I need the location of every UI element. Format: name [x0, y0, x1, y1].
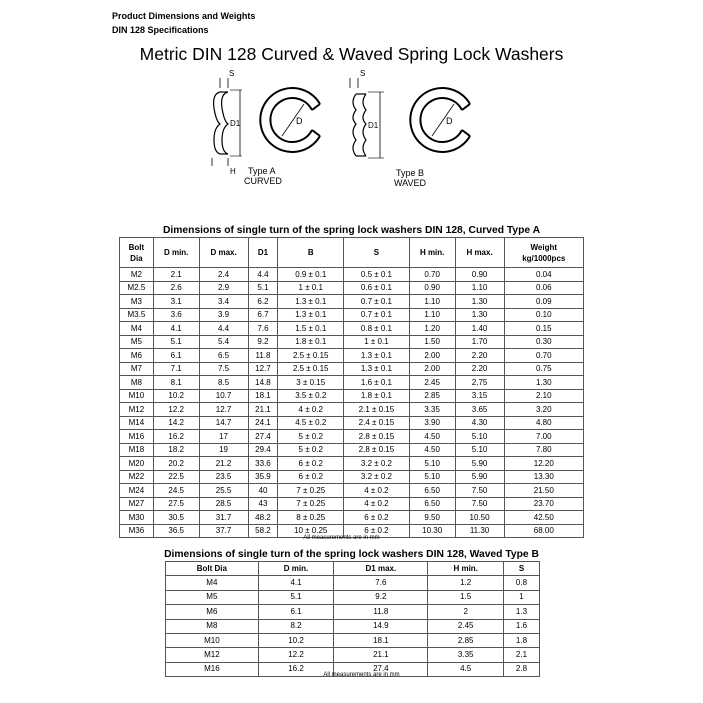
- table-cell: 1.2: [428, 576, 504, 590]
- table-cell: 24.5: [153, 484, 199, 498]
- table-cell: 14.8: [248, 376, 278, 390]
- type-a-side-view: [214, 92, 228, 154]
- table-cell: 5.90: [455, 470, 504, 484]
- column-header: Bolt Dia: [120, 238, 154, 268]
- table-cell: 36.5: [153, 524, 199, 538]
- table-row: [120, 497, 584, 511]
- table-cell: 5 ± 0.2: [278, 443, 344, 457]
- table-cell: 1.30: [504, 376, 583, 390]
- table-cell: 2.85: [409, 389, 455, 403]
- table-row: [120, 403, 584, 417]
- table-cell: 18.1: [248, 389, 278, 403]
- table-cell: 0.90: [455, 268, 504, 282]
- table-row: [120, 443, 584, 457]
- table-cell: 3 ± 0.15: [278, 376, 344, 390]
- table-cell: 4.5: [428, 662, 504, 676]
- table-cell: 1.20: [409, 322, 455, 336]
- table-cell: 6.2: [248, 295, 278, 309]
- column-header: D max.: [199, 238, 248, 268]
- table-cell: 25.5: [199, 484, 248, 498]
- table-cell: 0.10: [504, 308, 583, 322]
- table-cell: 2.20: [455, 362, 504, 376]
- table-cell: 7.00: [504, 430, 583, 444]
- table-cell: 1.10: [409, 308, 455, 322]
- table-cell: 7.6: [334, 576, 428, 590]
- table-cell: 4.50: [409, 430, 455, 444]
- table-cell: 5.10: [409, 457, 455, 471]
- table-cell: 1.3: [503, 605, 539, 619]
- table-row: [166, 605, 540, 619]
- table-cell: 0.04: [504, 268, 583, 282]
- dim-d1-label-a: D1: [230, 119, 241, 128]
- table-cell: 11.8: [248, 349, 278, 363]
- document-header-line1: Product Dimensions and Weights: [112, 11, 256, 21]
- table-row: [166, 648, 540, 662]
- column-header: Bolt Dia: [166, 562, 259, 576]
- column-header: D min.: [153, 238, 199, 268]
- table-cell: 2: [428, 605, 504, 619]
- table-cell: 16.2: [258, 662, 334, 676]
- table-cell: 2.6: [153, 281, 199, 295]
- table-cell: 14.2: [153, 416, 199, 430]
- table-cell: 7.6: [248, 322, 278, 336]
- table-cell: 2.1 ± 0.15: [344, 403, 410, 417]
- table-cell: 2.45: [428, 619, 504, 633]
- table-cell: 2.00: [409, 349, 455, 363]
- table-cell: 0.6 ± 0.1: [344, 281, 410, 295]
- table-cell: 16.2: [153, 430, 199, 444]
- table-cell: 1.30: [455, 308, 504, 322]
- table-cell: 10 ± 0.25: [278, 524, 344, 538]
- table-cell: 68.00: [504, 524, 583, 538]
- table-cell: 5.1: [258, 590, 334, 604]
- table-row: [120, 281, 584, 295]
- table-cell: M8: [120, 376, 154, 390]
- table-cell: 0.7 ± 0.1: [344, 308, 410, 322]
- table-cell: 33.6: [248, 457, 278, 471]
- table-cell: 1.5: [428, 590, 504, 604]
- table-cell: 27.5: [153, 497, 199, 511]
- table-cell: 9.2: [248, 335, 278, 349]
- column-header: H min.: [409, 238, 455, 268]
- table-cell: M5: [120, 335, 154, 349]
- table-cell: 6.50: [409, 497, 455, 511]
- dim-s-label-b: S: [360, 69, 366, 78]
- table-a-caption: Dimensions of single turn of the spring lock washers DIN 128, Curved Type A: [162, 225, 541, 236]
- dim-d-label-b: D: [446, 116, 453, 126]
- table-cell: 13.30: [504, 470, 583, 484]
- table-row: [120, 335, 584, 349]
- column-header: H min.: [428, 562, 504, 576]
- table-cell: 7.5: [199, 362, 248, 376]
- table-cell: 28.5: [199, 497, 248, 511]
- table-b-note: All measurements are in mm: [323, 672, 400, 678]
- table-cell: 3.4: [199, 295, 248, 309]
- table-cell: 0.8: [503, 576, 539, 590]
- table-cell: 1.40: [455, 322, 504, 336]
- table-row: [120, 430, 584, 444]
- table-cell: 4.4: [199, 322, 248, 336]
- table-cell: 11.30: [455, 524, 504, 538]
- table-cell: M5: [166, 590, 259, 604]
- table-cell: 4.80: [504, 416, 583, 430]
- table-cell: 23.5: [199, 470, 248, 484]
- table-cell: M3.5: [120, 308, 154, 322]
- table-cell: 30.5: [153, 511, 199, 525]
- curved-washer-table: [119, 237, 584, 538]
- table-cell: 8.5: [199, 376, 248, 390]
- table-cell: 2.9: [199, 281, 248, 295]
- table-row: [120, 322, 584, 336]
- table-cell: 3.65: [455, 403, 504, 417]
- table-cell: M10: [166, 633, 259, 647]
- table-row: [120, 308, 584, 322]
- table-cell: 7.50: [455, 484, 504, 498]
- table-cell: M3: [120, 295, 154, 309]
- table-cell: 2.8 ± 0.15: [344, 443, 410, 457]
- table-cell: 42.50: [504, 511, 583, 525]
- table-cell: 18.2: [153, 443, 199, 457]
- table-cell: M10: [120, 389, 154, 403]
- table-cell: M18: [120, 443, 154, 457]
- table-cell: 1.6: [503, 619, 539, 633]
- table-cell: 2.1: [153, 268, 199, 282]
- waved-washer-table: [165, 561, 540, 677]
- table-cell: 1.3 ± 0.1: [344, 362, 410, 376]
- table-cell: M6: [120, 349, 154, 363]
- table-cell: 1.10: [409, 295, 455, 309]
- table-cell: 6 ± 0.2: [278, 457, 344, 471]
- table-cell: 9.50: [409, 511, 455, 525]
- table-cell: 9.2: [334, 590, 428, 604]
- type-a-top-view: [260, 88, 320, 152]
- table-cell: 10.2: [153, 389, 199, 403]
- table-cell: 6.1: [258, 605, 334, 619]
- table-cell: 1.3 ± 0.1: [278, 295, 344, 309]
- table-cell: 6.7: [248, 308, 278, 322]
- dim-d-label-a: D: [296, 116, 303, 126]
- table-cell: 4 ± 0.2: [344, 484, 410, 498]
- table-row: [166, 590, 540, 604]
- table-cell: 10.7: [199, 389, 248, 403]
- table-cell: 5.10: [409, 470, 455, 484]
- table-cell: 21.2: [199, 457, 248, 471]
- table-cell: 5.1: [248, 281, 278, 295]
- table-cell: M8: [166, 619, 259, 633]
- table-row: [166, 633, 540, 647]
- table-cell: M30: [120, 511, 154, 525]
- table-cell: 12.7: [199, 403, 248, 417]
- table-row: [120, 416, 584, 430]
- table-cell: 21.1: [248, 403, 278, 417]
- type-b-side-view: [353, 94, 366, 156]
- table-cell: 3.1: [153, 295, 199, 309]
- table-cell: 7.1: [153, 362, 199, 376]
- table-cell: M6: [166, 605, 259, 619]
- table-cell: 3.35: [428, 648, 504, 662]
- table-cell: 2.20: [455, 349, 504, 363]
- column-header: S: [344, 238, 410, 268]
- column-header: D1 max.: [334, 562, 428, 576]
- table-cell: 12.20: [504, 457, 583, 471]
- table-cell: 0.06: [504, 281, 583, 295]
- table-cell: 19: [199, 443, 248, 457]
- table-cell: 2.8 ± 0.15: [344, 430, 410, 444]
- dim-s-label-a: S: [229, 69, 235, 78]
- table-row: [120, 389, 584, 403]
- table-row: [166, 576, 540, 590]
- table-cell: 5.10: [455, 430, 504, 444]
- table-cell: 5.1: [153, 335, 199, 349]
- table-cell: 4 ± 0.2: [344, 497, 410, 511]
- table-cell: 3.90: [409, 416, 455, 430]
- table-cell: 27.4: [248, 430, 278, 444]
- table-cell: 2.85: [428, 633, 504, 647]
- table-cell: 4.1: [258, 576, 334, 590]
- table-cell: 6.50: [409, 484, 455, 498]
- column-header: Weight kg/1000pcs: [504, 238, 583, 268]
- dim-h-label-a: H: [230, 167, 236, 176]
- table-cell: M16: [166, 662, 259, 676]
- table-cell: 22.5: [153, 470, 199, 484]
- table-cell: 43: [248, 497, 278, 511]
- column-header: H max.: [455, 238, 504, 268]
- column-header: S: [503, 562, 539, 576]
- table-cell: 20.2: [153, 457, 199, 471]
- table-cell: 1.3 ± 0.1: [278, 308, 344, 322]
- table-cell: 2.45: [409, 376, 455, 390]
- table-cell: 40: [248, 484, 278, 498]
- table-cell: 48.2: [248, 511, 278, 525]
- type-b-top-view: [410, 88, 470, 152]
- table-cell: 1: [503, 590, 539, 604]
- table-row: [120, 470, 584, 484]
- table-cell: 5.10: [455, 443, 504, 457]
- table-cell: M22: [120, 470, 154, 484]
- table-cell: 3.5 ± 0.2: [278, 389, 344, 403]
- table-cell: 4 ± 0.2: [278, 403, 344, 417]
- table-cell: 1.6 ± 0.1: [344, 376, 410, 390]
- table-cell: 2.00: [409, 362, 455, 376]
- table-cell: 2.5 ± 0.15: [278, 349, 344, 363]
- table-cell: 1.10: [455, 281, 504, 295]
- type-b-name: WAVED: [394, 178, 427, 188]
- table-cell: 7 ± 0.25: [278, 497, 344, 511]
- table-cell: 3.15: [455, 389, 504, 403]
- table-cell: 0.70: [409, 268, 455, 282]
- table-cell: 4.30: [455, 416, 504, 430]
- table-cell: 1 ± 0.1: [344, 335, 410, 349]
- table-cell: M36: [120, 524, 154, 538]
- table-cell: 2.1: [503, 648, 539, 662]
- table-cell: 5.90: [455, 457, 504, 471]
- table-cell: M12: [120, 403, 154, 417]
- table-cell: M24: [120, 484, 154, 498]
- table-cell: M12: [166, 648, 259, 662]
- table-cell: 23.70: [504, 497, 583, 511]
- table-cell: 8.1: [153, 376, 199, 390]
- table-cell: 1.8 ± 0.1: [344, 389, 410, 403]
- type-a-name: CURVED: [244, 176, 282, 186]
- table-cell: 5.4: [199, 335, 248, 349]
- table-cell: 2.4 ± 0.15: [344, 416, 410, 430]
- table-cell: 1.3 ± 0.1: [344, 349, 410, 363]
- table-cell: 4.1: [153, 322, 199, 336]
- table-cell: 1 ± 0.1: [278, 281, 344, 295]
- type-a-label: Type A: [248, 166, 276, 176]
- table-row: [166, 619, 540, 633]
- table-cell: 0.90: [409, 281, 455, 295]
- table-row: [120, 349, 584, 363]
- table-row: [120, 376, 584, 390]
- table-cell: 27.4: [334, 662, 428, 676]
- table-cell: 10.2: [258, 633, 334, 647]
- table-cell: 1.30: [455, 295, 504, 309]
- table-cell: 18.1: [334, 633, 428, 647]
- table-row: [120, 484, 584, 498]
- table-cell: 0.7 ± 0.1: [344, 295, 410, 309]
- table-cell: 0.15: [504, 322, 583, 336]
- table-cell: 10.50: [455, 511, 504, 525]
- table-a-note: All measurements are in mm: [303, 535, 380, 541]
- table-cell: 0.70: [504, 349, 583, 363]
- table-b-caption: Dimensions of single turn of the spring lock washers DIN 128, Waved Type B: [164, 549, 539, 560]
- table-cell: 1.8: [503, 633, 539, 647]
- table-cell: 6.1: [153, 349, 199, 363]
- table-cell: 1.70: [455, 335, 504, 349]
- washer-diagram: [200, 66, 530, 196]
- table-cell: 0.09: [504, 295, 583, 309]
- type-b-label: Type B: [396, 168, 425, 178]
- table-cell: 21.50: [504, 484, 583, 498]
- column-header: B: [278, 238, 344, 268]
- table-cell: 0.30: [504, 335, 583, 349]
- column-header: D min.: [258, 562, 334, 576]
- table-cell: 2.75: [455, 376, 504, 390]
- table-cell: 24.1: [248, 416, 278, 430]
- table-cell: 3.2 ± 0.2: [344, 470, 410, 484]
- table-cell: 2.10: [504, 389, 583, 403]
- table-row: [120, 295, 584, 309]
- table-cell: 3.6: [153, 308, 199, 322]
- table-cell: M7: [120, 362, 154, 376]
- table-cell: 35.9: [248, 470, 278, 484]
- table-cell: 1.5 ± 0.1: [278, 322, 344, 336]
- table-cell: 4.4: [248, 268, 278, 282]
- table-cell: M14: [120, 416, 154, 430]
- table-cell: 4.5 ± 0.2: [278, 416, 344, 430]
- table-cell: 0.5 ± 0.1: [344, 268, 410, 282]
- dim-d1-label-b: D1: [368, 121, 379, 130]
- table-cell: M4: [120, 322, 154, 336]
- table-cell: 11.8: [334, 605, 428, 619]
- table-cell: M2.5: [120, 281, 154, 295]
- table-cell: 37.7: [199, 524, 248, 538]
- table-row: [120, 268, 584, 282]
- column-header: D1: [248, 238, 278, 268]
- table-cell: 1.50: [409, 335, 455, 349]
- table-cell: 58.2: [248, 524, 278, 538]
- table-cell: 0.8 ± 0.1: [344, 322, 410, 336]
- table-cell: 29.4: [248, 443, 278, 457]
- table-cell: M16: [120, 430, 154, 444]
- table-cell: 17: [199, 430, 248, 444]
- table-cell: 14.9: [334, 619, 428, 633]
- table-cell: 3.20: [504, 403, 583, 417]
- table-cell: M2: [120, 268, 154, 282]
- table-cell: 10.30: [409, 524, 455, 538]
- table-cell: 6 ± 0.2: [278, 470, 344, 484]
- table-cell: 0.9 ± 0.1: [278, 268, 344, 282]
- table-cell: 7.80: [504, 443, 583, 457]
- table-cell: 1.8 ± 0.1: [278, 335, 344, 349]
- table-cell: 12.2: [258, 648, 334, 662]
- document-header-line2: DIN 128 Specifications: [112, 25, 209, 35]
- table-cell: 14.7: [199, 416, 248, 430]
- table-cell: M20: [120, 457, 154, 471]
- table-cell: 2.5 ± 0.15: [278, 362, 344, 376]
- table-cell: 2.8: [503, 662, 539, 676]
- page-title: Metric DIN 128 Curved & Waved Spring Lock Washers: [139, 44, 564, 64]
- table-cell: 12.7: [248, 362, 278, 376]
- table-header-row: [120, 238, 584, 268]
- table-cell: 4.50: [409, 443, 455, 457]
- table-cell: 3.9: [199, 308, 248, 322]
- table-row: [120, 511, 584, 525]
- table-cell: 21.1: [334, 648, 428, 662]
- table-cell: M27: [120, 497, 154, 511]
- table-cell: 5 ± 0.2: [278, 430, 344, 444]
- table-cell: M4: [166, 576, 259, 590]
- table-cell: 7.50: [455, 497, 504, 511]
- table-cell: 31.7: [199, 511, 248, 525]
- table-cell: 2.4: [199, 268, 248, 282]
- table-cell: 3.2 ± 0.2: [344, 457, 410, 471]
- table-cell: 8 ± 0.25: [278, 511, 344, 525]
- table-cell: 8.2: [258, 619, 334, 633]
- table-cell: 12.2: [153, 403, 199, 417]
- table-row: [120, 362, 584, 376]
- table-cell: 3.35: [409, 403, 455, 417]
- table-row: [120, 457, 584, 471]
- table-cell: 6 ± 0.2: [344, 524, 410, 538]
- table-cell: 6 ± 0.2: [344, 511, 410, 525]
- table-header-row: [166, 562, 540, 576]
- table-cell: 6.5: [199, 349, 248, 363]
- table-cell: 7 ± 0.25: [278, 484, 344, 498]
- table-cell: 0.75: [504, 362, 583, 376]
